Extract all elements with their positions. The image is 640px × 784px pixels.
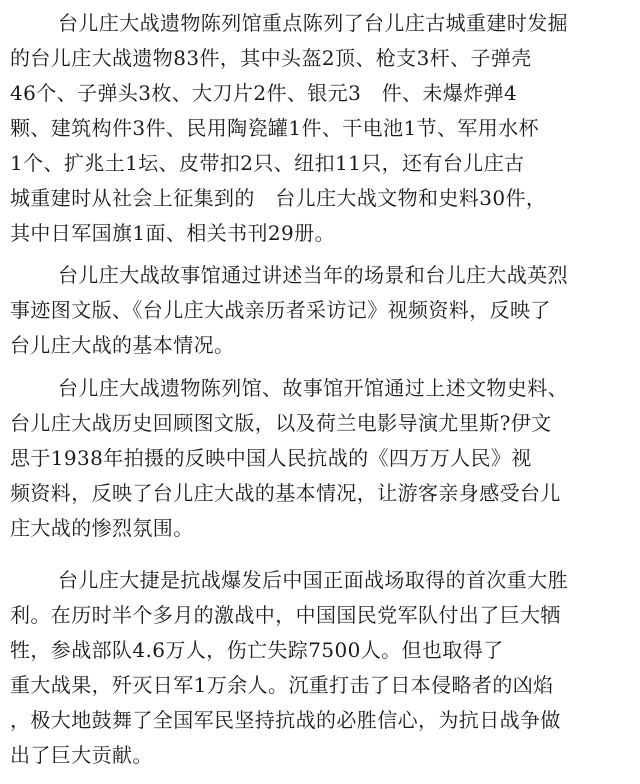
paragraph-line: 的台儿庄大战遗物83件，其中头盔2顶、枪支3杆、子弹壳 [10, 46, 532, 70]
paragraph-line: 城重建时从社会上征集到的 台儿庄大战文物和史料30件， [10, 186, 547, 210]
paragraph-line: 其中日军国旗1面、相关书刊29册。 [10, 221, 335, 245]
paragraph-line: 利。在历时半个多月的激战中，中国国民党军队付出了巨大牺 [10, 603, 561, 627]
paragraph-line: 事迹图文版、《台儿庄大战亲历者采访记》视频资料，反映了 [10, 298, 551, 322]
paragraph-line: 台儿庄大战遗物陈列馆重点陈列了台儿庄古城重建时发掘 [58, 11, 568, 35]
paragraph-line: 频资料，反映了台儿庄大战的基本情况，让游客亲身感受台儿 [10, 481, 561, 505]
paragraph-line: 台儿庄大战的基本情况。 [10, 333, 235, 357]
paragraph-line: 思于1938年拍摄的反映中国人民抗战的《四万万人民》视 [10, 446, 532, 470]
paragraph-line: ，极大地鼓舞了全国军民坚持抗战的必胜信心，为抗日战争做 [10, 708, 561, 732]
paragraph-line: 46个、子弹头3枚、大刀片2件、银元3 件、未爆炸弹4 [10, 81, 518, 105]
paragraph-line: 台儿庄大战故事馆通过讲述当年的场景和台儿庄大战英烈 [58, 263, 568, 287]
paragraph-line: 出了巨大贡献。 [10, 743, 153, 767]
paragraph-line: 庄大战的惨烈氛围。 [10, 516, 194, 540]
paragraph-line: 重大战果，歼灭日军1万余人。沉重打击了日本侵略者的凶焰 [10, 673, 554, 697]
paragraph-line: 台儿庄大捷是抗战爆发后中国正面战场取得的首次重大胜 [58, 568, 568, 592]
paragraph-line: 颗、建筑构件3件、民用陶瓷罐1件、干电池1节、军用水杯 [10, 116, 539, 140]
paragraph-line: 牲，参战部队4.6万人，伤亡失踪7500人。但也取得了 [10, 638, 504, 662]
paragraph-line: 1个、扩兆土1坛、皮带扣2只、纽扣11只，还有台儿庄古 [10, 151, 525, 175]
paragraph-line: 台儿庄大战遗物陈列馆、故事馆开馆通过上述文物史料、 [58, 376, 568, 400]
paragraph-line: 台儿庄大战历史回顾图文版，以及荷兰电影导演尤里斯?伊文 [10, 411, 552, 435]
